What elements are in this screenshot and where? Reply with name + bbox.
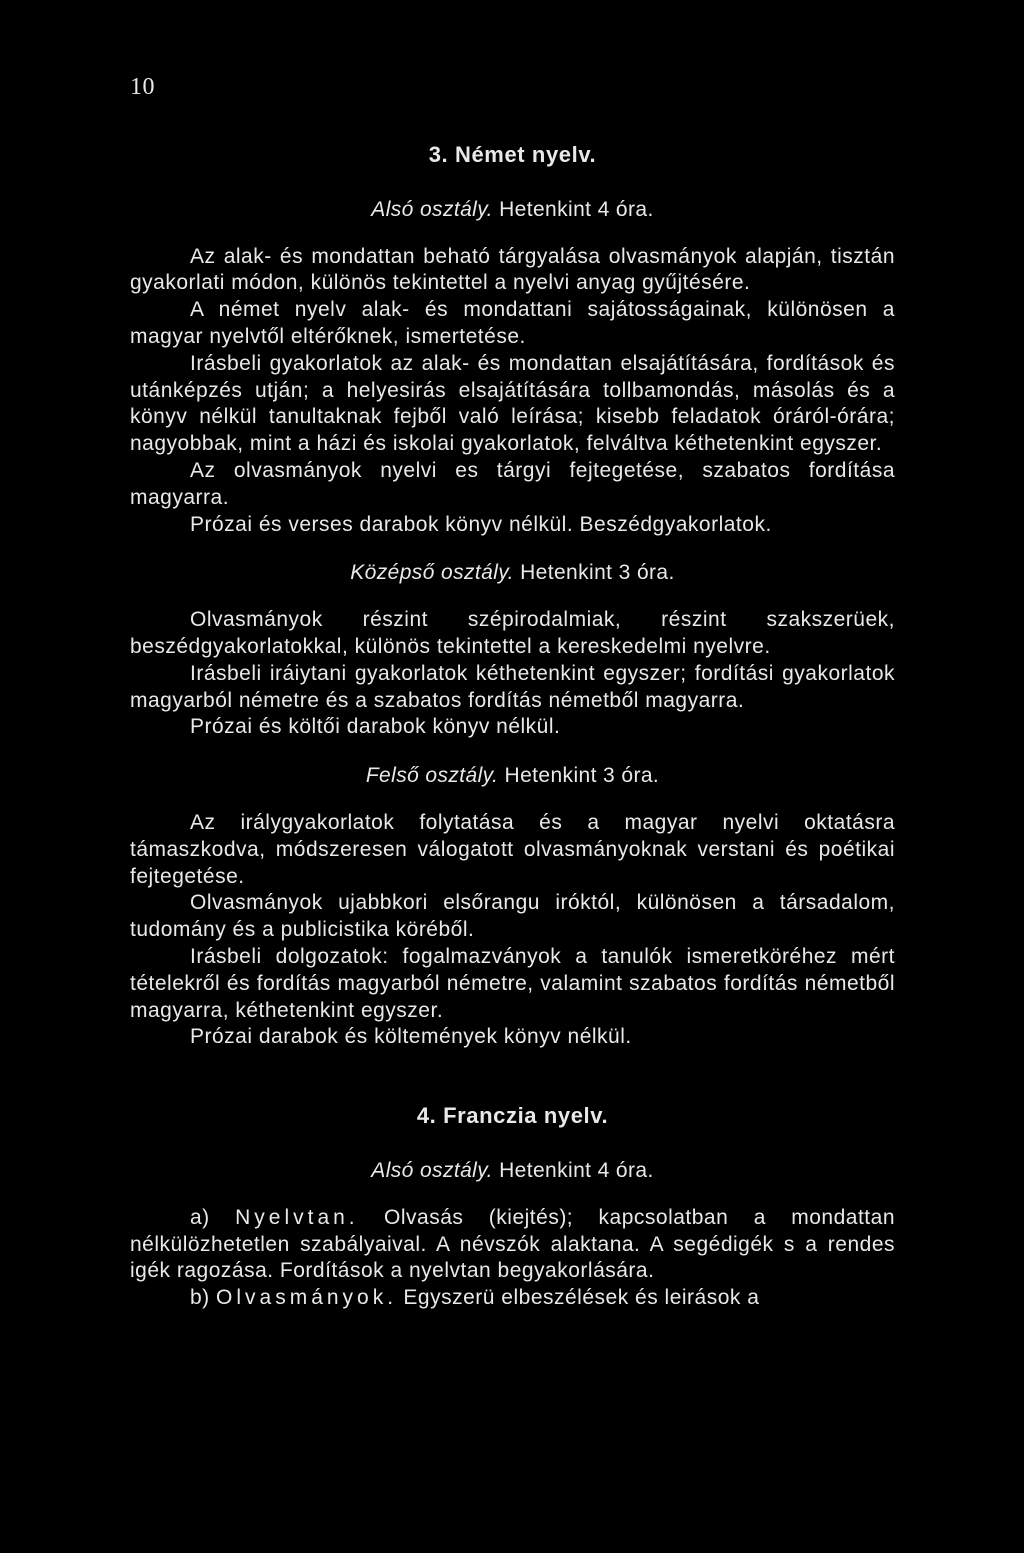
class-hours: Hetenkint 3 óra. [520,561,675,585]
class-name: Alsó osztály. [371,197,493,221]
paragraph: Prózai és verses darabok könyv nélkül. Beszédgyakorlatok. [190,512,772,536]
paragraph: Irásbeli dolgozatok: fogalmazványok a tanulók ismeretköréhez mért tételekről és fordítás magyarból németre, valamint szabatos fordítás németből magyarra, kéthetenkint egyszer. [130,944,895,1022]
paragraph: Olvasmányok részint szépirodalmiak, részint szakszerüek, beszédgyakorlatokkal, különös tekintettel a kereskedelmi nyelvre. [130,608,895,658]
section-title-franczia: 4. Franczia nyelv. [416,1103,609,1129]
class-name: Alsó osztály. [371,1158,493,1182]
list-item [130,1285,895,1312]
class-heading-kozepso [130,560,895,587]
item-text: Olvasás (kiejtés); kapcsolatban a mondattan nélkülözhetetlen szabályaival. A névszók alaktana. A segédigék s a rendes igék ragozása. Fordítások a nyelvtan begyakorlására. [130,1205,895,1283]
list-item [130,1205,895,1285]
page-number: 10 [130,74,155,100]
item-label: Nyelvtan. [235,1205,359,1229]
paragraph: Irásbeli iráiytani gyakorlatok kéthetenkint egyszer; fordítási gyakorlatok magyarból németre és a szabatos fordítás németből magyarra. [130,661,895,712]
item-marker: a) [190,1205,210,1229]
class-name: Felső osztály. [365,764,499,788]
paragraph: Az alak- és mondattan beható tárgyalása olvasmányok alapján, tisztán gyakorlati módon, különös tekintettel a nyelvi anyag gyűjtésére. [130,244,895,295]
paragraph: Az olvasmányok nyelvi es tárgyi fejtegetése, szabatos fordítása magyarra. [130,458,895,509]
paragraph: Prózai és költői darabok könyv nélkül. [190,715,561,739]
class-name: Középső osztály. [350,561,514,585]
class-heading-also-franczia [130,1158,895,1185]
paragraph: Prózai darabok és költemények könyv nélkül. [190,1025,632,1049]
class-hours: Hetenkint 3 óra. [504,764,660,788]
class-heading-also [130,197,895,224]
section-title-nemet: 3. Német nyelv. [428,142,597,167]
paragraph: Az irálygyakorlatok folytatása és a magyar nyelvi oktatásra támaszkodva, módszeresen válogatott olvasmányoknak verstani és poétikai fejtegetése. [130,810,895,888]
paragraph: Olvasmányok ujabbkori elsőrangu iróktól, különösen a társadalom, tudomány és a publicistika köréből. [130,891,895,942]
class-hours: Hetenkint 4 óra. [499,197,654,221]
page-content [130,142,895,1312]
paragraph: A német nyelv alak- és mondattani sajátosságainak, különösen a magyar nyelvtől eltérőknek, ismertetése. [130,298,895,348]
class-heading-felso [130,763,895,790]
item-marker: b) [190,1286,210,1310]
item-text: Egyszerü elbeszélések és leirások a [403,1286,760,1310]
item-label: Olvasmányok. [216,1286,398,1310]
paragraph: Irásbeli gyakorlatok az alak- és mondattan elsajátítására, fordítások és utánképzés utján; a helyesirás elsajátítására tollbamondás, másolás és a könyv nélkül tanultaknak fejből való leírása; kisebb feladatok óráról-órára; nagyobbak, mint a házi és iskolai gyakorlatok, felváltva kéthetenkint egyszer. [130,351,895,456]
class-hours: Hetenkint 4 óra. [499,1158,654,1182]
